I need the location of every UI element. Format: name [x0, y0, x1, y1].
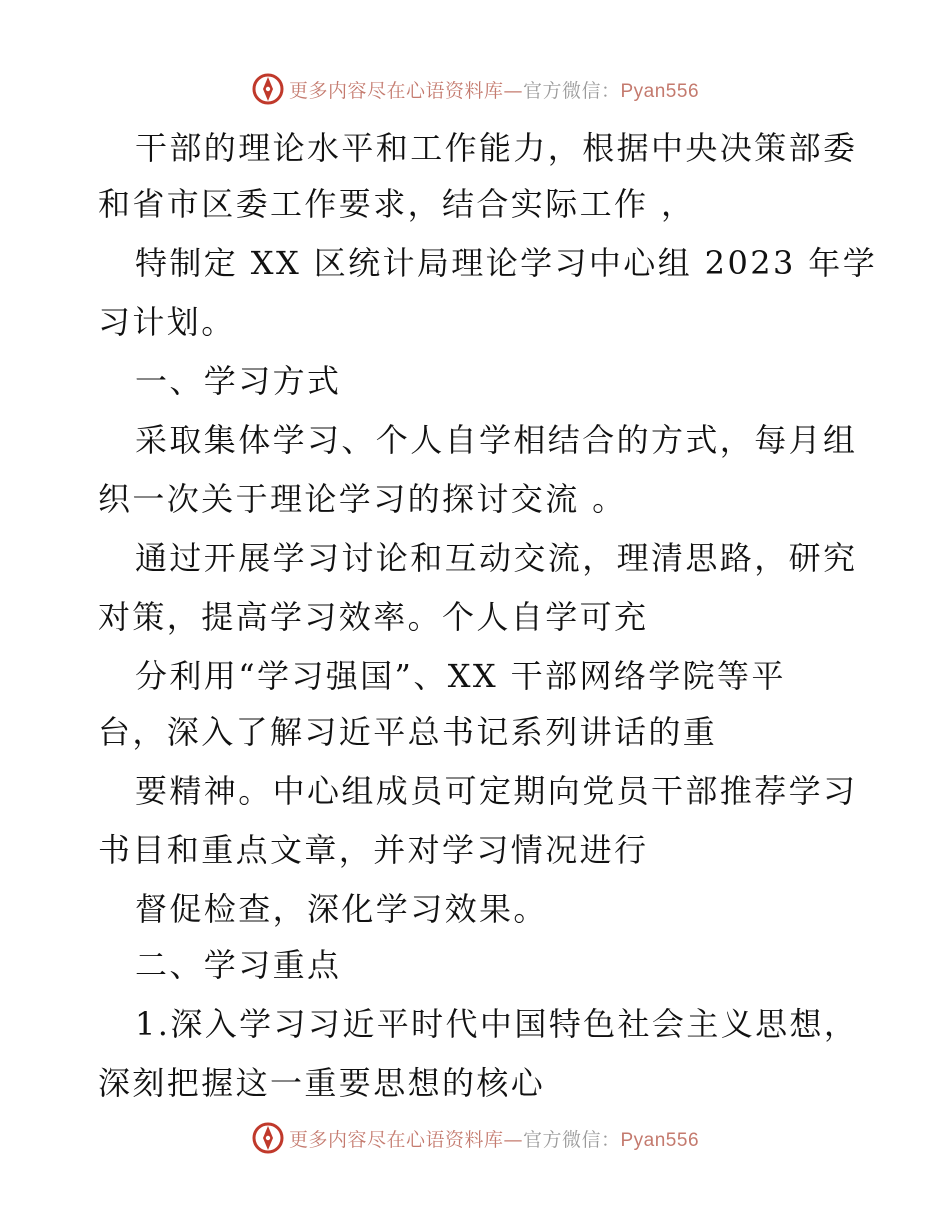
- body-line: 特制定 XX 区统计局理论学习中心组 2023 年学: [135, 244, 878, 282]
- section-heading: 二、学习重点: [135, 946, 342, 984]
- watermark-wechat-id: Pyan556: [620, 80, 700, 102]
- pen-nib-logo-icon: [251, 72, 285, 106]
- body-line: 1.深入学习习近平时代中国特色社会主义思想，: [135, 1005, 859, 1043]
- body-line: 对策，提高学习效率。个人自学可充: [98, 598, 649, 636]
- body-line: 习计划。: [98, 303, 236, 341]
- body-line: 干部的理论水平和工作能力，根据中央决策部委: [135, 129, 858, 167]
- body-line: 书目和重点文章，并对学习情况进行: [98, 831, 649, 869]
- watermark-wechat-id: Pyan556: [620, 1129, 700, 1151]
- pen-nib-logo-icon: [251, 1121, 285, 1155]
- header-watermark: [0, 72, 950, 106]
- body-line: 分利用“学习强国”、XX 干部网络学院等平: [135, 657, 786, 695]
- footer-watermark: [0, 1121, 950, 1155]
- section-heading: 一、学习方式: [135, 362, 342, 400]
- body-line: 深刻把握这一重要思想的核心: [98, 1064, 546, 1102]
- body-line: 织一次关于理论学习的探讨交流 。: [98, 480, 627, 518]
- watermark-brand: 更多内容尽在心语资料库: [288, 79, 504, 102]
- watermark-text: [289, 1125, 699, 1152]
- body-line: 台，深入了解习近平总书记系列讲话的重: [98, 713, 718, 751]
- body-line: 通过开展学习讨论和互动交流，理清思路，研究: [135, 539, 858, 577]
- watermark-dash: —: [503, 79, 523, 102]
- body-line: 采取集体学习、个人自学相结合的方式，每月组: [135, 421, 858, 459]
- watermark-brand: 更多内容尽在心语资料库: [288, 1128, 504, 1151]
- watermark-text: [289, 76, 699, 103]
- watermark-official: 官方微信：: [522, 1128, 621, 1151]
- body-line: 督促检查，深化学习效果。: [135, 890, 548, 928]
- body-line: 要精神。中心组成员可定期向党员干部推荐学习: [135, 772, 858, 810]
- body-line: 和省市区委工作要求，结合实际工作 ，: [98, 185, 696, 223]
- watermark-dash: —: [503, 1128, 523, 1151]
- watermark-official: 官方微信：: [522, 79, 621, 102]
